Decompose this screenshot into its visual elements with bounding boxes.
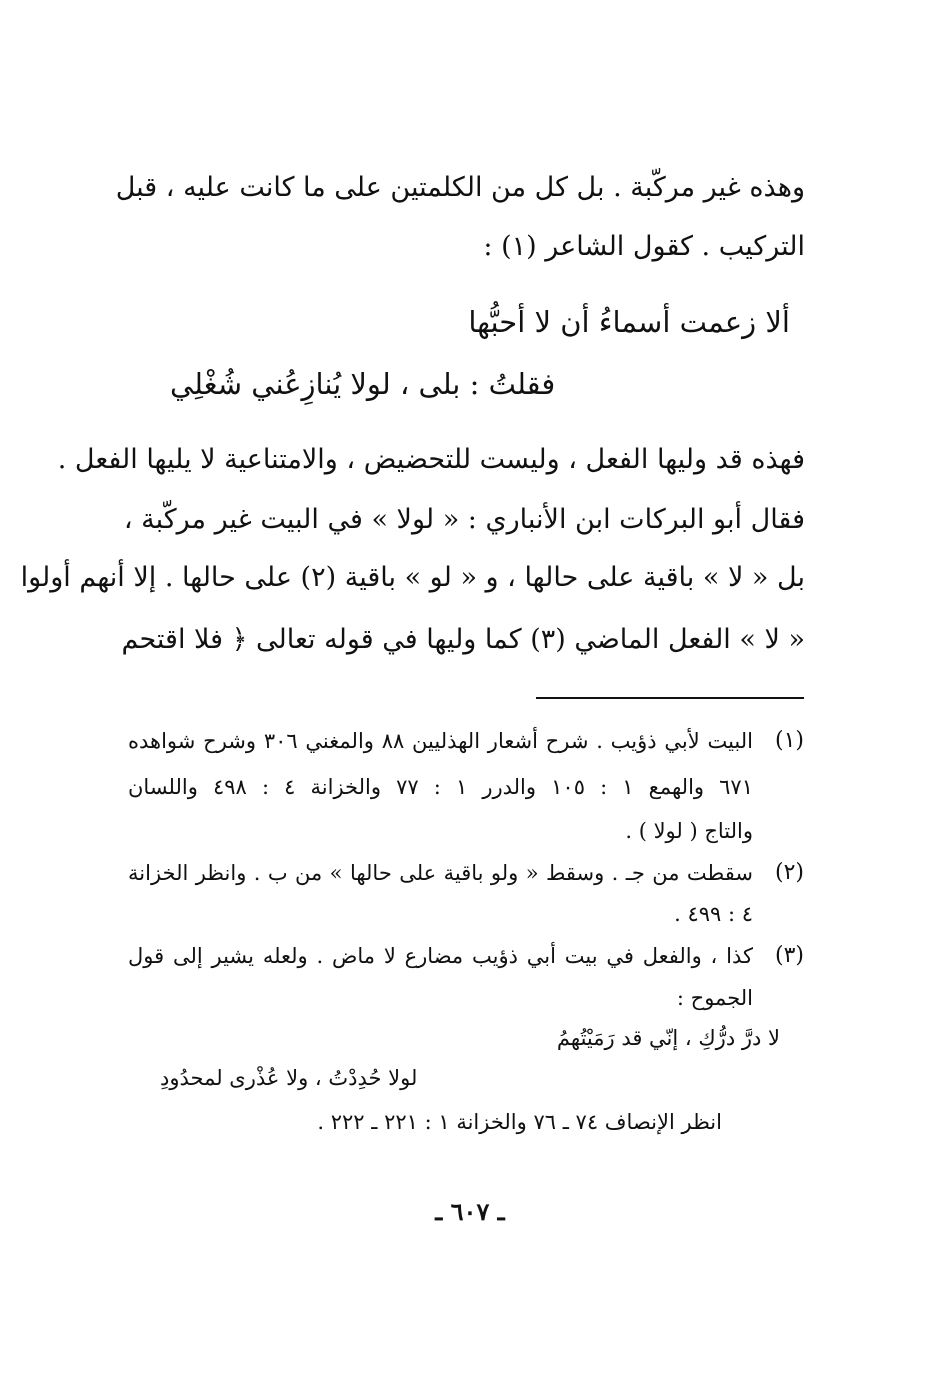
footnote-3-verse-line-1: لا درَّ درُّكِ ، إنّي قد رَمَيْتُهمُ (556, 1026, 780, 1050)
verse-second-hemistich: فقلتُ : بلى ، لولا يُنازِعُني شُغْلِي (170, 367, 556, 401)
footnote-3-verse-line-2: لولا حُدِدْتُ ، ولا عُذْرى لمحدُودِ (160, 1066, 418, 1090)
footnote-1-line-1: البيت لأبي ذؤيب . شرح أشعار الهذليين ٨٨ والمغني ٣٠٦ وشرح شواهده (128, 729, 754, 753)
footnote-3-number: (٣) (774, 943, 804, 968)
footnote-2-number: (٢) (774, 860, 804, 885)
footnote-3-line-1: كذا ، والفعل في بيت أبي ذؤيب مضارع لا ماض . ولعله يشير إلى قول (128, 944, 753, 968)
footnote-2-line-2: ٤ : ٤٩٩ . (674, 902, 753, 926)
body-line-5: بل « لا » باقية على حالها ، و « لو » باقية (٢) على حالها . إلا أنهم أولوا (20, 562, 805, 593)
footnote-3-line-2: الجموح : (676, 986, 753, 1010)
footnote-3-line-5: انظر الإنصاف ٧٤ ـ ٧٦ والخزانة ١ : ٢٢١ ـ ٢٢٢ . (317, 1110, 722, 1134)
footnote-2-line-1: سقطت من جـ . وسقط « ولو باقية على حالها » من ب . وانظر الخزانة (128, 861, 753, 885)
body-line-2: التركيب . كقول الشاعر (١) : (483, 231, 805, 262)
verse-first-hemistich: ألا زعمت أسماءُ أن لا أحبُّها (468, 305, 790, 339)
footnote-separator (536, 697, 804, 699)
footnote-1-line-3: والتاج ( لولا ) . (625, 819, 753, 843)
footnote-1-line-2: ٦٧١ والهمع ١ : ١٠٥ والدرر ١ : ٧٧ والخزانة ٤ : ٤٩٨ واللسان (128, 775, 753, 799)
page-number: ـ ٦٠٧ ـ (435, 1197, 505, 1226)
body-line-1: وهذه غير مركّبة . بل كل من الكلمتين على ما كانت عليه ، قبل (115, 172, 805, 203)
body-line-3: فهذه قد وليها الفعل ، وليست للتحضيض ، والامتناعية لا يليها الفعل . (57, 444, 805, 475)
body-line-4: فقال أبو البركات ابن الأنباري : « لولا » في البيت غير مركّبة ، (123, 504, 805, 535)
body-line-6: « لا » الفعل الماضي (٣) كما وليها في قوله تعالى ﴿ فلا اقتحم (121, 624, 805, 655)
footnote-1-number: (١) (774, 728, 804, 753)
